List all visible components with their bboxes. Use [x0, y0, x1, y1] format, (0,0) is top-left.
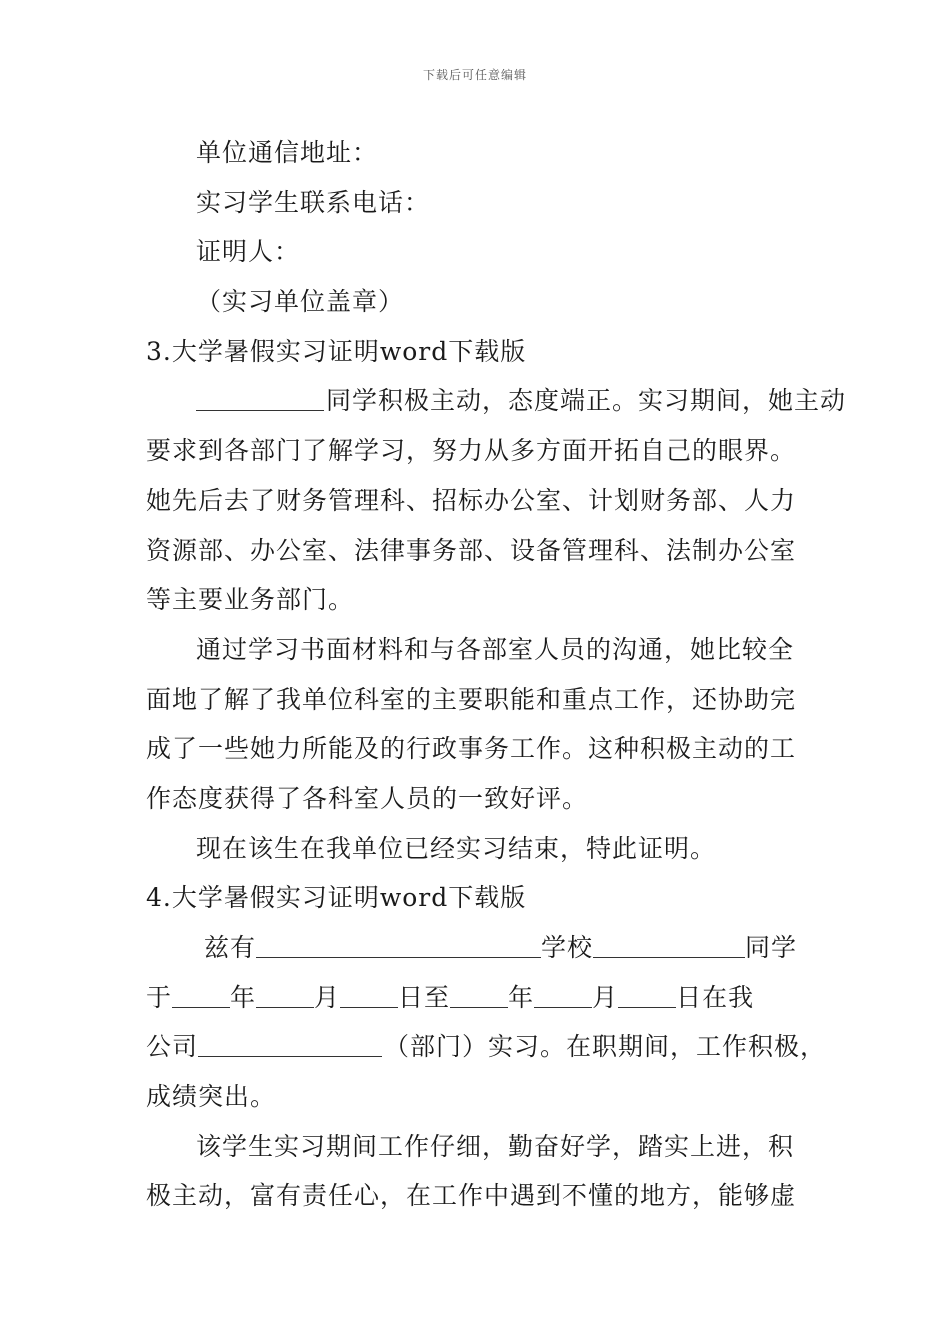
text-span: 公司: [146, 1032, 199, 1062]
section-3-heading: 3.大学暑假实习证明word下载版: [146, 336, 527, 366]
section-3-p1-line-3: 她先后去了财务管理科、招标办公室、计划财务部、人力: [146, 485, 797, 515]
section-3-p1-line-4: 资源部、办公室、法律事务部、设备管理科、法制办公室: [146, 535, 797, 565]
text-span: 学校: [541, 933, 594, 962]
section-4-heading: 4.大学暑假实习证明word下载版: [146, 883, 527, 913]
end-month-blank: [534, 979, 592, 1008]
page-header: 下载后可任意编辑: [422, 68, 527, 82]
section-4-line-2: [146, 973, 811, 1023]
student-name-blank: [593, 929, 745, 958]
section-4-p2-line-2: 极主动，富有责任心，在工作中遇到不懂的地方，能够虚: [146, 1181, 797, 1211]
section-3-p1-line-2: 要求到各部门了解学习，努力从多方面开拓自己的眼界。: [146, 436, 797, 466]
student-name-blank: [196, 382, 324, 411]
section-3-p1-line-5: 等主要业务部门。: [146, 585, 355, 615]
section-3-p1-line-1: [146, 376, 847, 426]
text-span: 日至: [398, 982, 451, 1012]
text-span: 同学积极主动，态度端正。实习期间，她主动: [326, 386, 847, 416]
text-span: 月: [592, 982, 619, 1012]
text-span: 年: [230, 982, 257, 1012]
section-3-p2-line-4: 作态度获得了各科室人员的一致好评。: [146, 783, 589, 813]
start-year-blank: [172, 979, 230, 1008]
text-span: 同学: [745, 933, 798, 962]
start-month-blank: [256, 979, 314, 1008]
phone-line: 实习学生联系电话：: [196, 187, 431, 217]
document-body: [146, 128, 847, 1221]
end-year-blank: [450, 979, 508, 1008]
section-4-line-3: [146, 1022, 827, 1072]
seal-line: （实习单位盖章）: [196, 287, 405, 317]
address-line: 单位通信地址：: [196, 138, 379, 167]
section-3-p2-line-1: 通过学习书面材料和与各部室人员的沟通，她比较全: [196, 634, 795, 664]
section-3-p3: 现在该生在我单位已经实习结束，特此证明。: [196, 833, 717, 863]
text-span: 于: [146, 982, 173, 1012]
section-4-line-4: 成绩突出。: [146, 1082, 277, 1112]
text-span: 年: [508, 982, 535, 1012]
text-span: 日在我: [676, 982, 755, 1012]
department-blank: [198, 1028, 382, 1057]
section-4-line-1: [146, 923, 811, 973]
section-4-p2-line-1: 该学生实习期间工作仔细，勤奋好学，踏实上进，积: [196, 1131, 795, 1161]
text-span: 兹有: [204, 933, 257, 962]
text-span: 月: [314, 982, 341, 1012]
school-blank: [256, 929, 541, 958]
text-span: （部门）实习。在职期间，工作积极，: [384, 1032, 827, 1062]
end-day-blank: [618, 979, 676, 1008]
section-3-p2-line-2: 面地了解了我单位科室的主要职能和重点工作，还协助完: [146, 684, 797, 714]
section-3-p2-line-3: 成了一些她力所能及的行政事务工作。这种积极主动的工: [146, 734, 797, 764]
start-day-blank: [340, 979, 398, 1008]
certifier-line: 证明人：: [196, 237, 301, 267]
